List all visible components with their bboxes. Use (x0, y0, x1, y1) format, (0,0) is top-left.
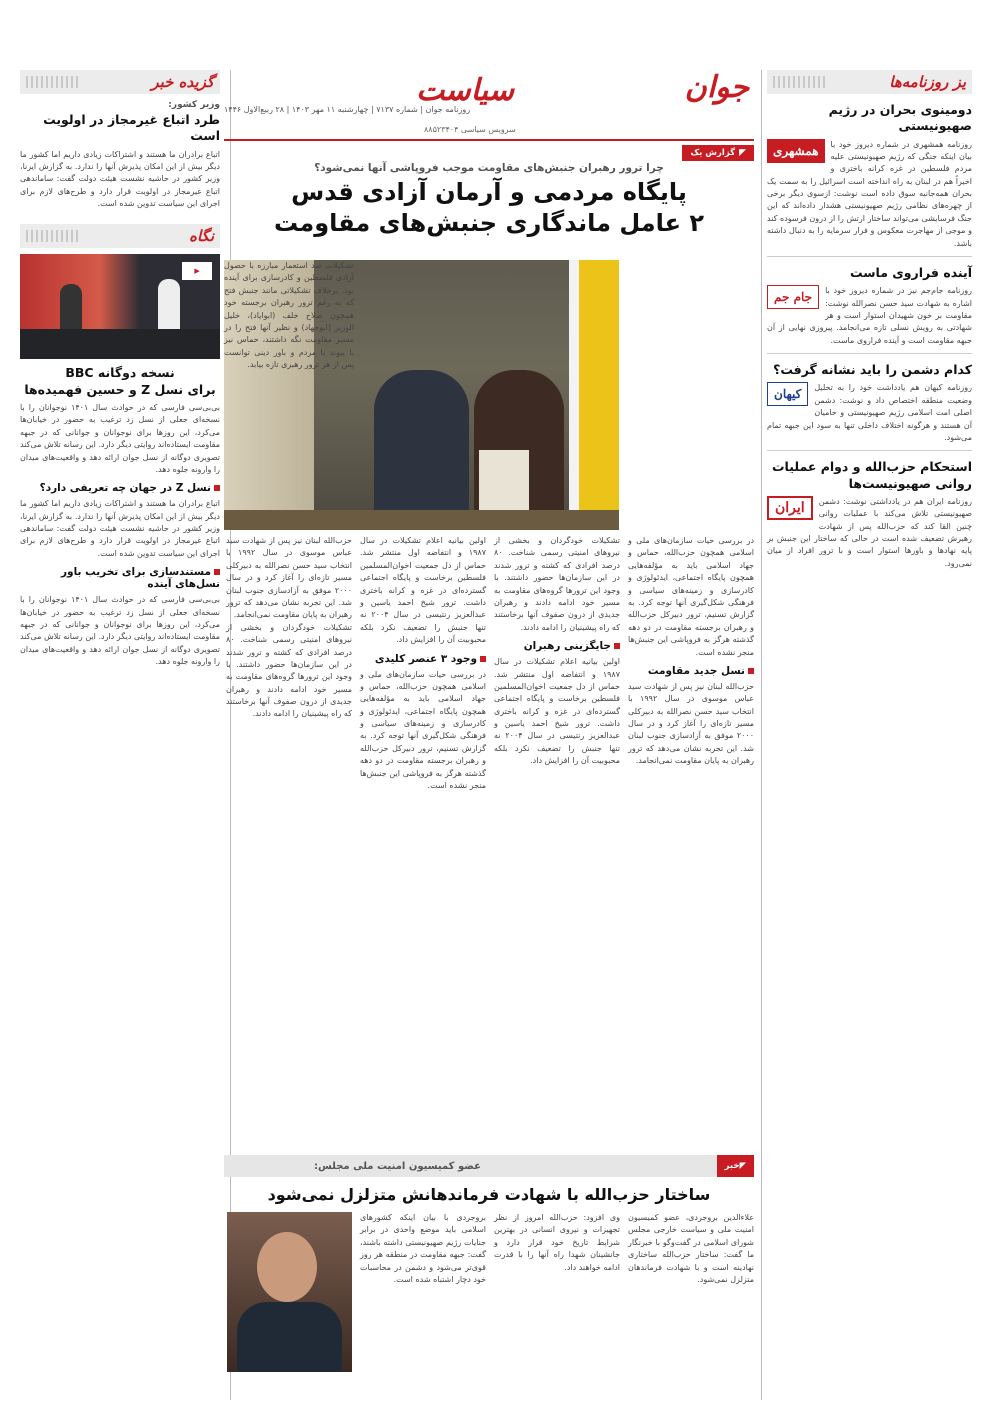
article-paragraph: در بررسی حیات سازمان‌های ملی و اسلامی همچون حزب‌الله، حماس و جهاد اسلامی باید به مؤلفه‌هایی همچون پایگاه اجتماعی، ایدئولوژی و کادرسازی و زمینه‌های سیاسی و فرهنگی شکل‌گیری آنها توجه کرد. به گزارش تسنیم، ترور دبیرکل حزب‌الله و رهبران برجسته مقاومت در دو دهه گذشته هرگز به فروپاشی این جنبش‌ها منجر نشده است. (360, 669, 486, 791)
view-subhead: نسل Z در جهان چه تعریفی دارد؟ (20, 482, 220, 494)
photo-floor (224, 510, 619, 530)
decorative-stripes (773, 76, 828, 88)
portrait-face (257, 1232, 317, 1302)
view-section-title: نگاه (189, 227, 214, 246)
article-kicker: چرا ترور رهبران جنبش‌های مقاومت موجب فروپاشی آنها نمی‌شود؟ (314, 162, 664, 174)
press-item-body: روزنامه همشهری در شماره دیروز خود با بیان اینکه جنگی که رژیم صهیونیستی علیه مردم فلسطین در غزه کرانه باختری و اخیراً هم در لبنان به راه انداخته است اسرائیل را به سمت یک بحران همه‌جانبه سوق داده است نوشت: ازسوی دیگر برخی از چهره‌های نظامی رژیم صهیونیستی هشدار داده‌اند که این جنگ فرسایشی می‌تواند ساختار ارتش را از درون فرسوده کند و موجی از مهاجرت معکوس و فرار سرمایه را به دنبال داشته باشد. (767, 139, 972, 248)
news-brief-title: گزیده خبر (151, 73, 214, 91)
news-title: طرد اتباع غیرمجاز در اولویت است (43, 112, 220, 144)
tv-channel-logo-icon: ▶ (182, 262, 212, 280)
bullet-square-icon (748, 668, 754, 674)
photo-figure-left (374, 370, 469, 520)
interview-title: ساختار حزب‌الله با شهادت فرماندهانش متزلزل نمی‌شود (267, 1185, 711, 1204)
tv-desk (20, 329, 220, 359)
portrait-body (237, 1302, 342, 1372)
newspaper-page (20, 55, 972, 1400)
divider (767, 256, 972, 257)
decorative-stripes (26, 230, 81, 242)
article-column-4 (226, 535, 352, 792)
masthead (224, 55, 754, 134)
decorative-stripes (26, 76, 81, 88)
news-brief-header (20, 70, 220, 94)
view-subtitle: نسخه دوگانه BBC (65, 365, 175, 381)
newspaper-logo-jamejam: جام جم (767, 285, 819, 309)
tv-figure-2 (60, 284, 82, 334)
article-subhead: نسل جدید مقاومت (628, 665, 754, 677)
press-item-1 (767, 102, 972, 250)
press-item-title: استحکام حزب‌الله و دوام عملیات روانی صهیونیست‌ها (771, 459, 972, 491)
bullet-square-icon (214, 485, 220, 491)
article-paragraph: اولین بیانیه اعلام تشکیلات در سال ۱۹۸۷ و انتفاضه اول منتشر شد. حماس از دل جمعیت اخوان‌المسلمین فلسطین برخاست و پایگاه اجتماعی گسترده‌ای در غزه و کرانه باختری داشت. ترور شیخ احمد یاسین و عبدالعزیز رنتیسی در سال ۲۰۰۴ نه تنها جنبش را تضعیف نکرد بلکه محبوبیت آن را افزایش داد. (360, 536, 487, 645)
article-subhead: جایگزینی رهبران (494, 640, 620, 652)
news-kicker: وزیر کشور: (168, 100, 220, 110)
header-rule (224, 139, 754, 141)
interview-body (224, 1212, 754, 1372)
article-paragraph: حزب‌الله لبنان نیز پس از شهادت سید عباس موسوی در سال ۱۹۹۲ با انتخاب سید حسن نصرالله به دبیرکلی مسیر تازه‌ای را آغاز کرد و در سال ۲۰۰۰ موفق به آزادسازی جنوب لبنان شد. این تجربه نشان می‌دهد که ترور رهبران به پایان مقاومت نمی‌انجامد. (628, 681, 754, 766)
article-subhead: وجود ۳ عنصر کلیدی (360, 653, 486, 665)
report-tag (682, 145, 754, 161)
article-column-3 (360, 535, 486, 792)
news-tag: ◤ خبر (717, 1155, 754, 1177)
interview-column-1: علاءالدین بروجردی، عضو کمیسیون امنیت ملی و سیاست خارجی مجلس شورای اسلامی در گفت‌وگو با خبرنگار ما گفت: ساختار حزب‌الله ساختاری نهادینه است و با شهادت فرماندهان متزلزل نمی‌شود. (628, 1213, 754, 1284)
section-name: سیاست (416, 73, 514, 108)
article-paragraph: تشکیلات خودگردان و بخشی از نیروهای امنیتی رسمی شناخت. ۸۰ درصد افرادی که کشته و ترور شدند در این سازمان‌ها حضور داشتند. با وجود این ترورها گروه‌های مقاومت به مسیر خود ادامه دادند و رهبران جدیدی از درون صفوف آنها برخاستند که راه پیشینیان را ادامه دادند. (226, 622, 352, 719)
interviewee-portrait (227, 1212, 352, 1372)
bullet-square-icon (480, 656, 486, 662)
press-review-title: یز روزنامه‌ها (889, 73, 966, 91)
press-item-title: دومینوی بحران در رژیم صهیونیستی (828, 102, 972, 134)
article-paragraph: اولین بیانیه اعلام تشکیلات در سال ۱۹۸۷ و انتفاضه اول منتشر شد. حماس از دل جمعیت اخوان‌المسلمین فلسطین برخاست و پایگاه اجتماعی گسترده‌ای در غزه و کرانه باختری داشت. ترور شیخ احمد یاسین و عبدالعزیز رنتیسی در سال ۲۰۰۴ نه تنها جنبش را تضعیف نکرد بلکه محبوبیت آن را افزایش داد. (494, 657, 621, 766)
lead-text: تشکیلات ضد استعمار مبارزه با حصول آزادی فلسطین و کادرسازی برای آینده بود. برخلاف تشکیلاتی مانند جنبش فتح که به رغم ترور رهبران برجسته خود همچون صلاح خلف (ابوایاد)، خلیل الوزیر (ابوجهاد) و نظیر آنها فتح را در مسیر مقاومت نگه داشتند، حماس نیز با پیوند با مردم و باور دینی توانست پس از هر ترور رهبری تازه بیابد. (224, 261, 354, 370)
photo-flag (579, 260, 619, 530)
bullet-square-icon (214, 569, 220, 575)
bullet-square-icon (614, 643, 620, 649)
press-review-header (767, 70, 972, 94)
article-columns (224, 535, 754, 792)
interview-portrait-col (226, 1212, 352, 1372)
interview-bar (224, 1155, 754, 1177)
press-item-2 (767, 265, 972, 347)
view-subhead: مستندسازی برای تخریب باور نسل‌های آینده (61, 566, 220, 591)
view-header (20, 224, 220, 248)
headline-line-1: پایگاه مردمی و آرمان آزادی قدس (291, 178, 687, 206)
article-column-1 (628, 535, 754, 792)
tv-studio-photo (20, 254, 220, 359)
issue-line: روزنامه جوان | شماره ۷۱۳۷ | چهارشنبه ۱۱ مهر ۱۴۰۳ | ۲۸ ربیع‌الاول ۱۴۴۶ (224, 105, 471, 114)
interview-section (224, 1155, 754, 1400)
view-headline: برای نسل Z و حسین فهمیده‌ها (24, 381, 216, 397)
photo-flag-2 (569, 260, 579, 530)
newspaper-logo-iran: ایران (767, 496, 813, 520)
article-paragraph: در بررسی حیات سازمان‌های ملی و اسلامی همچون حزب‌الله، حماس و جهاد اسلامی باید به مؤلفه‌هایی همچون پایگاه اجتماعی، ایدئولوژی و کادرسازی و زمینه‌های سیاسی و فرهنگی شکل‌گیری آنها توجه کرد. به گزارش تسنیم، ترور دبیرکل حزب‌الله و رهبران برجسته مقاومت در دو دهه گذشته هرگز به فروپاشی این جنبش‌ها منجر نشده است. (628, 536, 754, 657)
main-article-area (224, 55, 754, 1400)
press-item-body: روزنامه ایران هم در یادداشتی نوشت: دشمن صهیونیستی تلاش می‌کند با عملیات روانی چنین القا کند که حزب‌الله پس از شهادت رهبرش تضعیف شده است در حالی که ساختار این جنبش بر پایه نهادها و باورها استوار است و با ترور افراد از میان نمی‌رود. (767, 496, 972, 568)
report-tag-label: گزارش یک (690, 148, 736, 158)
interview-kicker: عضو کمیسیون امنیت ملی مجلس: (314, 1160, 481, 1172)
article-headline (224, 177, 754, 238)
newspaper-logo-hamshahri: همشهری (767, 139, 825, 163)
interview-column-2: وی افزود: حزب‌الله امروز از نظر تجهیزات و نیروی انسانی در بهترین شرایط تاریخ خود قرار دارد و جانشینان شهدا راه آنها را با قدرت ادامه خواهند داد. (494, 1213, 620, 1272)
column-rule (761, 70, 762, 1400)
press-item-4 (767, 459, 972, 570)
press-review-column (767, 70, 972, 1400)
article-column-2 (494, 535, 620, 792)
view-body: بی‌بی‌سی فارسی که در حوادث سال ۱۴۰۱ نوجوانان را با نسخه‌ای جعلی از نسل زد ترغیب به حضور در خیابان‌ها می‌کرد، این روزها برای نوجوانان و جوانانی که در جبهه مقاومت ایستاده‌اند روایتی دیگر دارد. این رسانه تلاش می‌کند تصویری دوگانه از نسل جوان ارائه دهد و واقعیت‌های میدان را وارونه جلوه دهد. (20, 595, 220, 667)
interview-column-3: بروجردی با بیان اینکه کشورهای اسلامی باید موضع واحدی در برابر جنایات رژیم صهیونیستی داشته باشند، گفت: جبهه مقاومت در منطقه هر روز قوی‌تر می‌شود و دشمن در محاسبات خود دچار اشتباه شده است. (360, 1213, 486, 1284)
article-paragraph: تشکیلات خودگردان و بخشی از نیروهای امنیتی رسمی شناخت. ۸۰ درصد افرادی که کشته و ترور شدند در این سازمان‌ها حضور داشتند. با وجود این ترورها گروه‌های مقاومت به مسیر خود ادامه دادند و رهبران جدیدی از درون صفوف آنها برخاستند که راه پیشینیان را ادامه دادند. (494, 536, 620, 632)
press-item-body: روزنامه کیهان هم یادداشت خود را به تحلیل وضعیت منطقه اختصاص داد و نوشت: دشمن اصلی امت اسلامی رژیم صهیونیستی و حامیان آن هستند و هرگونه اختلاف داخلی تنها به سود این جبهه تمام می‌شود. (767, 383, 972, 443)
arrow-icon: ◤ (739, 1161, 746, 1171)
news-brief-column (20, 70, 220, 1400)
press-item-title: آینده فراروی ماست (849, 265, 972, 281)
press-item-title: کدام دشمن را باید نشانه گرفت؟ (773, 362, 972, 378)
arrow-icon: ◤ (739, 148, 746, 158)
press-item-3 (767, 362, 972, 444)
news-body: اتباع برادران ما هستند و اشتراکات زیادی داریم اما کشور ما دیگر بیش از این امکان پذیرش آنها را ندارد. به گزارش ایرنا، وزیر کشور در حاشیه نشست هیئت دولت گفت: ساماندهی اتباع غیرمجاز در اولویت قرار دارد و طرح‌های لازم برای اجرای این سیاست تدوین شده است. (20, 149, 220, 209)
press-item-body: روزنامه جام‌جم نیز در شماره دیروز خود با اشاره به شهادت سید حسن نصرالله نوشت: مقاومت بر خون شهیدان استوار است و هر شهادتی به رویش نسلی تازه می‌انجامد. پیروزی نهایی از آن جبهه مقاومت است و آینده فراروی ماست. (767, 286, 972, 345)
divider (767, 353, 972, 354)
tv-figure-1 (158, 279, 180, 334)
divider (767, 450, 972, 451)
headline-line-2: ۲ عامل ماندگاری جنبش‌های مقاومت (273, 208, 705, 237)
view-body: بی‌بی‌سی فارسی که در حوادث سال ۱۴۰۱ نوجوانان را با نسخه‌ای جعلی از نسل زد ترغیب به حضور در خیابان‌ها می‌کرد، این روزها برای نوجوانان و جوانانی که در جبهه مقاومت ایستاده‌اند روایتی دیگر دارد. این رسانه تلاش می‌کند تصویری دوگانه از نسل جوان ارائه دهد و واقعیت‌های میدان را وارونه جلوه دهد. (20, 402, 220, 474)
service-line: سرویس سیاسی ۸۸۵۲۳۴۰۴ (424, 125, 516, 134)
newspaper-logo-kayhan: کیهان (767, 382, 808, 406)
brand-logo: جوان (684, 70, 750, 105)
article-paragraph: حزب‌الله لبنان نیز پس از شهادت سید عباس موسوی در سال ۱۹۹۲ با انتخاب سید حسن نصرالله به دبیرکلی مسیر تازه‌ای را آغاز کرد و در سال ۲۰۰۰ موفق به آزادسازی جنوب لبنان شد. این تجربه نشان می‌دهد که ترور رهبران به پایان مقاومت نمی‌انجامد. (226, 536, 352, 620)
view-body: اتباع برادران ما هستند و اشتراکات زیادی داریم اما کشور ما دیگر بیش از این امکان پذیرش آنها را ندارد. به گزارش ایرنا، وزیر کشور در حاشیه نشست هیئت دولت گفت: ساماندهی اتباع غیرمجاز در اولویت قرار دارد و طرح‌های لازم برای اجرای این سیاست تدوین شده است. (20, 499, 220, 558)
lead-column (224, 260, 354, 372)
